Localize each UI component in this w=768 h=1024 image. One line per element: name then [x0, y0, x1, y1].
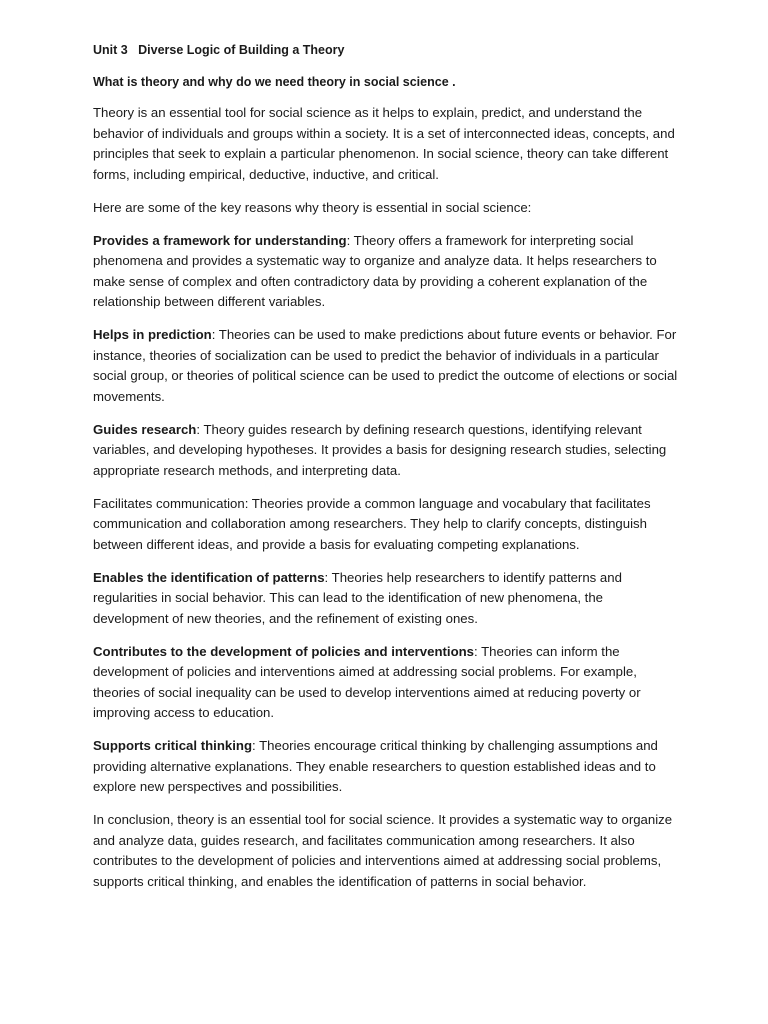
- reason-text: : Theory offers a framework for interpreting social phenomena and provides a systematic way to organize and analyze data. It helps researchers to make sense of complex and often contradictory data by providing a coherent explanation of the relationship between different variables.: [93, 232, 657, 309]
- reason-lead: Supports critical thinking: [93, 738, 252, 753]
- reason-policies: [93, 642, 678, 724]
- reason-lead: Helps in prediction: [93, 327, 212, 342]
- conclusion-paragraph: In conclusion, theory is an essential tool for social science. It provides a systematic way to organize and analyze data, guides research, and facilitates communication among researchers. It also contributes to the development of policies and interventions aimed at addressing social problems, supports critical thinking, and enables the identification of patterns in social behavior.: [93, 812, 673, 889]
- reason-lead: Contributes to the development of policies and interventions: [93, 643, 475, 659]
- reason-text: : Theories can be used to make predictions about future events or behavior. For instance, theories of socialization can be used to predict the behavior of individuals in a particular social group, or theories of political science can be used to predict the outcome of elections or social movements.: [93, 327, 678, 404]
- reason-text: : Theories help researchers to identify patterns and regularities in social behavior. This can lead to the identification of new phenomena, the development of new theories, and the refinement of existing ones.: [93, 569, 622, 626]
- reason-text: : Theories can inform the development of policies and interventions aimed at addressing social problems. For example, theories of social inequality can be used to develop interventions aimed at reducing poverty or improving access to education.: [93, 643, 641, 720]
- reason-framework: [93, 231, 678, 313]
- reason-lead: Provides a framework for understanding: [93, 232, 347, 248]
- unit-title: Unit 3 Diverse Logic of Building a Theory: [93, 43, 345, 57]
- reason-research: [93, 420, 678, 482]
- reason-lead: Guides research: [93, 421, 197, 437]
- reason-text: Facilitates communication: Theories provide a common language and vocabulary that facilitates communication and collaboration among researchers. They help to clarify concepts, distinguish between different ideas, and provide a basis for evaluating competing explanations.: [93, 495, 651, 552]
- reason-critical-thinking: [93, 736, 678, 798]
- reason-communication: [93, 494, 678, 556]
- reason-patterns: [93, 568, 678, 630]
- key-reasons-intro: Here are some of the key reasons why theory is essential in social science:: [93, 199, 532, 215]
- document-page: [93, 40, 678, 905]
- intro-paragraph: Theory is an essential tool for social science as it helps to explain, predict, and understand the behavior of individuals and groups within a society. It is a set of interconnected ideas, concepts, and principles that seek to explain a particular phenomenon. In social science, theory can take different forms, including empirical, deductive, inductive, and critical.: [93, 105, 675, 182]
- reason-text: : Theories encourage critical thinking by challenging assumptions and providing alternative explanations. They enable researchers to question established ideas and to explore new perspectives and possibilities.: [93, 738, 658, 794]
- reason-lead: Enables the identification of patterns: [93, 569, 325, 585]
- reason-text: : Theory guides research by defining research questions, identifying relevant variables, and developing hypotheses. It provides a basis for designing research studies, selecting appropriate research methods, and interpreting data.: [93, 421, 667, 478]
- reason-prediction: [93, 325, 678, 407]
- section-question-heading: What is theory and why do we need theory in social science .: [93, 75, 456, 89]
